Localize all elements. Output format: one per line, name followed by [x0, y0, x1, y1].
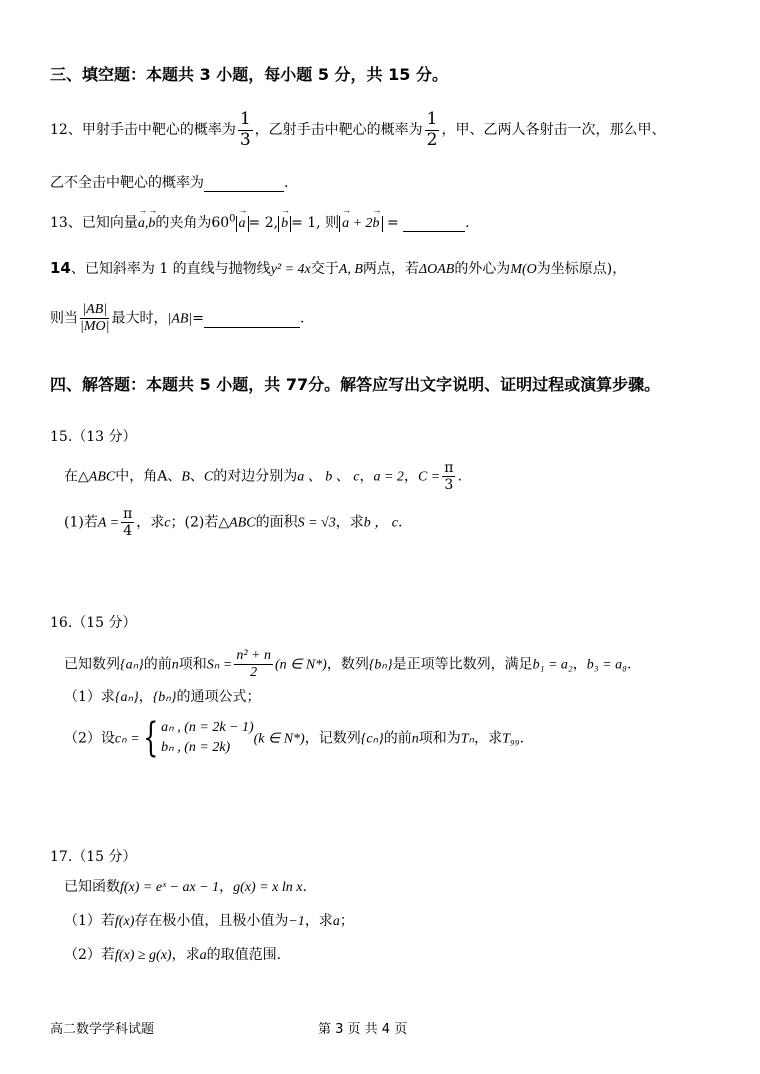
- q12-prob-a: [238, 110, 253, 150]
- q12-text3: ，甲、乙两人各射击一次，那么甲、: [441, 122, 666, 139]
- q15-pi-2: π: [123, 506, 133, 522]
- q16-t7: ，记数列: [304, 730, 361, 747]
- q14-text-max: 最大时，: [111, 310, 168, 327]
- q15-abc: ABC: [88, 469, 116, 485]
- q16-line3: [64, 715, 525, 762]
- question-14-line2: [50, 302, 304, 335]
- q16-end3: .: [519, 730, 525, 747]
- q14-points: A, B: [338, 262, 363, 277]
- q12-text4: 乙不全击中靶心的概率为: [50, 175, 204, 191]
- q17-f: f(x) = eˣ − ax − 1: [120, 880, 220, 895]
- q15-t1: 在△: [64, 468, 89, 485]
- q14-text4: 的外心为: [454, 261, 511, 277]
- q16-t8: 的前: [383, 730, 412, 747]
- q16-b1: b₁ = a₂: [532, 657, 573, 673]
- q14-number: 14: [50, 259, 71, 277]
- q12-number: 12、: [50, 122, 82, 139]
- q15-find2: ，求: [335, 514, 364, 531]
- q16-n: n: [171, 657, 179, 673]
- q17-line1: [64, 876, 307, 896]
- q15-pi: π: [444, 460, 454, 476]
- q17-inequality: f(x) ≥ g(x): [114, 948, 172, 963]
- q16-t3: 项和: [178, 656, 207, 673]
- q15-S: S = √3: [297, 515, 336, 531]
- q16-line1: [64, 648, 631, 681]
- q13-cond1: = 2,: [248, 215, 279, 231]
- q13-degree: 0: [229, 213, 236, 225]
- q12-prob-b: [425, 110, 440, 150]
- section-4-heading: 四、解答题：本题共 5 小题，共 77分。解答应写出文字说明、证明过程或演算步骤。: [50, 375, 661, 394]
- q12-end: .: [284, 175, 289, 191]
- q17-a-2: a: [199, 948, 207, 963]
- q14-triangle: ΔOAB: [418, 262, 455, 277]
- q14-text6: )，: [606, 261, 627, 277]
- question-14-line1: [50, 258, 626, 278]
- q15-line1: [64, 460, 462, 493]
- q14-ab: |AB|: [167, 311, 193, 327]
- q13-text1: 已知向量: [81, 215, 138, 231]
- q15-A-eq: A =: [97, 515, 120, 531]
- q17-t6: 的取值范围.: [206, 947, 282, 963]
- q16-brace: {: [142, 715, 159, 762]
- q15-end1: .: [457, 468, 462, 485]
- q15-end2: .: [397, 514, 403, 531]
- q14-text2: 交于: [310, 261, 339, 277]
- q13-angle: 60: [211, 215, 230, 231]
- q16-comma: ，: [138, 689, 153, 705]
- q16-t1: 已知数列: [64, 656, 120, 673]
- q17-t5: ，求: [171, 947, 200, 963]
- q16-case1: aₙ , (n = 2k − 1): [161, 720, 254, 735]
- q16-an: {aₙ}: [120, 657, 144, 673]
- q15-C: C: [203, 469, 214, 485]
- q15-t3: 、: [189, 468, 204, 485]
- q14-text5: 为坐标原点: [536, 261, 607, 277]
- q12-answer-blank[interactable]: [204, 175, 284, 192]
- q14-end: .: [300, 310, 305, 327]
- q14-equals: =: [192, 310, 205, 327]
- question-12-line1: [50, 110, 665, 150]
- q17-line3: [64, 944, 281, 964]
- q12-prob-b-den: 2: [426, 129, 438, 150]
- q13-expression: → a + 2→ b: [339, 216, 382, 232]
- q15-part1: (1)若: [64, 514, 98, 531]
- q16-t5: 是正项等比数列，满足: [392, 656, 533, 673]
- q17-end1: .: [302, 879, 307, 895]
- q16-an-2: {aₙ}: [114, 690, 139, 705]
- q14-text3: 两点，若: [362, 261, 419, 277]
- q13-norm-a: → a: [236, 216, 249, 232]
- q17-end2: ；: [339, 913, 354, 929]
- q17-t3: 存在极小值，且极小值为: [134, 913, 289, 929]
- q16-sn-den: 2: [250, 665, 258, 681]
- q14-ratio-den: |MO|: [80, 319, 110, 335]
- q16-bn: {bₙ}: [368, 657, 393, 673]
- q13-answer-blank[interactable]: [403, 215, 465, 232]
- q15-pi-over-4: [121, 506, 134, 539]
- q16-piecewise: [140, 715, 254, 762]
- q15-area: 的面积: [255, 514, 298, 531]
- question-13: [50, 212, 470, 232]
- q15-bc: b ， c: [363, 515, 398, 531]
- q14-text1: 、已知斜率为 1 的直线与抛物线: [70, 261, 271, 277]
- q13-equals: =: [386, 215, 399, 231]
- q16-t6: ，: [572, 656, 587, 673]
- q14-answer-blank[interactable]: [204, 311, 300, 328]
- q16-part1: （1）求: [64, 689, 115, 705]
- q17-part1: （1）若: [64, 913, 115, 929]
- q14-curve: y² = 4x: [270, 262, 311, 277]
- q15-heading: 15.（13 分）: [50, 429, 137, 445]
- footer-page-number: 第 3 页 共 4 页: [318, 1022, 408, 1037]
- q16-t4: ，数列: [326, 656, 369, 673]
- q14-ratio: [80, 302, 109, 335]
- q15-line2: [64, 506, 402, 539]
- q16-sn-num: n² + n: [234, 648, 273, 665]
- q14-when: 则当: [50, 310, 78, 327]
- q17-t2: ，: [219, 879, 234, 895]
- q15-abc-2: ABC: [229, 515, 256, 531]
- q16-sn-fraction: [234, 648, 273, 681]
- q15-t6: ，: [403, 468, 418, 485]
- q15-three: 3: [444, 477, 454, 494]
- q16-ncond: (n ∈ N*): [274, 657, 327, 673]
- q16-Sn: Sₙ =: [206, 657, 233, 673]
- q15-part2: ；(2)若△: [170, 514, 230, 531]
- q13-norm-b: → b: [278, 216, 291, 232]
- q16-T99: T₉₉: [502, 731, 520, 747]
- q16-end1: .: [626, 656, 632, 673]
- q16-Tn: Tₙ: [460, 731, 475, 747]
- q17-g: g(x) = x ln x: [233, 880, 303, 895]
- q17-heading: 17.（15 分）: [50, 849, 137, 865]
- q14-center: M(O: [510, 262, 537, 277]
- q17-a: a: [332, 914, 340, 929]
- q12-text1: 甲射手击中靶心的概率为: [81, 122, 236, 139]
- q13-number: 13、: [50, 215, 82, 231]
- q14-ratio-num: |AB|: [80, 302, 109, 319]
- q13-text2: 的夹角为: [155, 215, 212, 231]
- q16-b3: b₃ = a₈: [586, 657, 627, 673]
- q15-pi-over-3: [442, 460, 455, 493]
- q16-cases: [161, 718, 254, 759]
- section-3-heading: 三、填空题：本题共 3 小题，每小题 5 分，共 15 分。: [50, 65, 448, 84]
- q15-c: c: [164, 515, 171, 531]
- q16-cn: cₙ =: [114, 731, 140, 747]
- q15-t2: 中，角A、: [115, 468, 182, 485]
- q13-vectors: → a,→ b: [138, 216, 156, 231]
- q15-t4: 的对边分别为: [213, 468, 298, 485]
- q16-line2: [64, 686, 260, 706]
- q17-part2: （2）若: [64, 947, 115, 963]
- q13-end: .: [465, 215, 470, 231]
- q16-t9: 项和为: [418, 730, 461, 747]
- q16-t10: ，求: [474, 730, 503, 747]
- q15-find: ，求: [136, 514, 165, 531]
- q12-prob-b-num: 1: [426, 109, 438, 129]
- q15-C-eq: C =: [417, 469, 441, 485]
- q16-heading: 16.（15 分）: [50, 615, 137, 631]
- q16-general-term: 的通项公式；: [176, 689, 261, 705]
- q17-minus-one: −1: [288, 914, 305, 929]
- footer-subject: 高二数学学科试题: [50, 1022, 155, 1037]
- q15-four: 4: [123, 523, 133, 540]
- q12-prob-a-num: 1: [239, 109, 251, 129]
- q16-n-2: n: [411, 731, 419, 747]
- q12-prob-a-den: 3: [239, 129, 251, 150]
- q17-t4: ，求: [304, 913, 333, 929]
- q15-t5: ，: [359, 468, 374, 485]
- q15-a-eq: a = 2: [373, 469, 404, 485]
- q16-bn-2: {bₙ}: [152, 690, 177, 705]
- q17-t1: 已知函数: [64, 879, 120, 895]
- q17-line2: [64, 910, 354, 930]
- q17-fx: f(x): [114, 914, 135, 929]
- q15-vars: a 、 b 、 c: [297, 469, 360, 485]
- q16-case2: bₙ , (n = 2k): [161, 740, 231, 756]
- question-12-line2: [50, 172, 288, 192]
- q12-text2: ，乙射手击中靶心的概率为: [254, 122, 423, 139]
- q16-part2: （2）设: [64, 730, 115, 747]
- q16-t2: 的前: [143, 656, 172, 673]
- q15-B: B: [181, 469, 190, 485]
- q16-kcond: (k ∈ N*): [253, 731, 305, 747]
- q16-cset: {cₙ}: [360, 731, 384, 747]
- q13-cond2: = 1, 则: [291, 215, 340, 231]
